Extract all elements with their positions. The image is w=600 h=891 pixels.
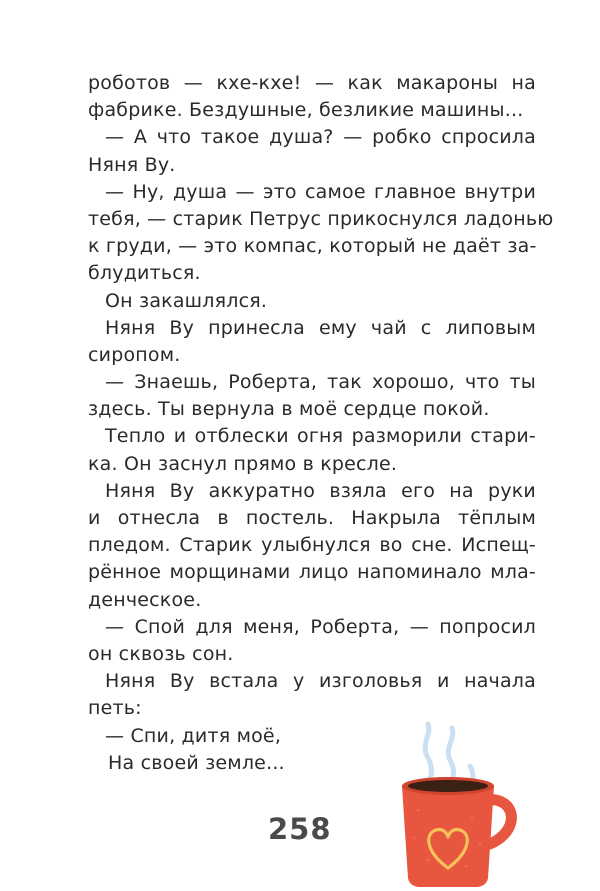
text-line: фабрике. Бездушные, безликие машины...: [88, 99, 524, 122]
text-line: петь:: [88, 697, 142, 720]
text-line: здесь. Ты вернула в моё сердце покой.: [88, 398, 490, 421]
text-line: ка. Он заснул прямо в кресле.: [88, 452, 398, 475]
text-line: Няня Ву аккуратно взяла его на руки: [105, 479, 536, 502]
text-line: — А что такое душа? — робко спросила: [105, 126, 536, 149]
text-line: тебя, — старик Петрус прикоснулся ладонью: [88, 207, 554, 230]
text-line: рённое морщинами лицо напоминало мла-: [88, 561, 536, 584]
mug-with-heart-icon: [398, 720, 528, 890]
text-line: Он закашлялся.: [105, 289, 268, 312]
text-line: и отнесла в постель. Накрыла тёплым: [88, 507, 536, 529]
text-line: — Спой для меня, Роберта, — попросил: [105, 615, 536, 638]
text-line: сиропом.: [88, 343, 181, 366]
text-line: пледом. Старик улыбнулся во сне. Испещ-: [88, 534, 536, 557]
page-text: [88, 70, 554, 777]
text-line: блудиться.: [88, 262, 201, 285]
text-line: денческое.: [88, 588, 202, 611]
text-line: — Ну, душа — это самое главное внутри: [105, 180, 536, 203]
text-line: Тепло и отблески огня разморили стари-: [105, 425, 536, 448]
text-line: — Знаешь, Роберта, так хорошо, что ты: [105, 371, 536, 394]
text-line: Няня Ву.: [88, 153, 176, 176]
text-line: Няня Ву встала у изголовья и начала: [105, 670, 536, 693]
text-line: он сквозь сон.: [88, 642, 234, 665]
text-line: роботов — кхе-кхе! — как макароны на: [88, 72, 536, 94]
text-line: На своей земле...: [108, 751, 285, 774]
text-line: Няня Ву принесла ему чай с липовым: [105, 316, 536, 339]
text-line: к груди, — это компас, который не даёт за-: [88, 235, 537, 258]
text-line: — Спи, дитя моё,: [105, 724, 282, 747]
page-number: 258: [268, 812, 332, 846]
